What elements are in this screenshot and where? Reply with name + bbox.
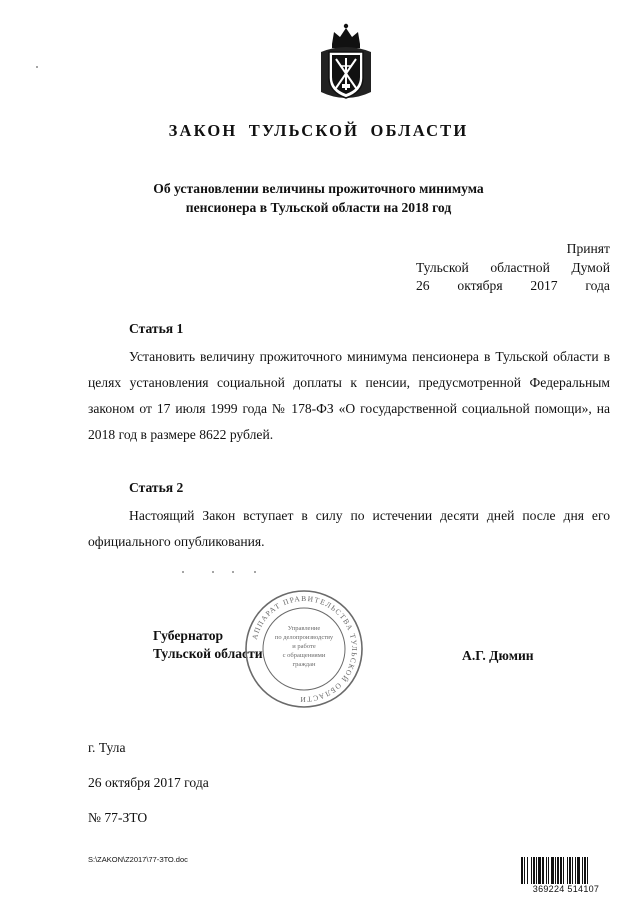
barcode-bar	[569, 857, 571, 885]
barcode-bar	[587, 857, 588, 885]
adoption-word: областной	[490, 259, 550, 275]
barcode-bar	[560, 857, 562, 885]
law-title: ЗАКОН ТУЛЬСКОЙ ОБЛАСТИ	[168, 121, 469, 140]
adoption-word: Тульской	[416, 259, 469, 275]
barcode-bar	[584, 857, 586, 885]
seal-inner-line: Управление	[287, 625, 321, 632]
seal-outer-text: АППАРАТ ПРАВИТЕЛЬСТВА ТУЛЬСКОЙ ОБЛАСТИ	[249, 593, 360, 705]
adoption-block	[416, 240, 610, 296]
barcode-bar	[538, 857, 541, 885]
scan-dot	[36, 66, 38, 68]
barcode-bar	[542, 857, 544, 885]
barcode-bar	[531, 857, 532, 885]
barcode-bar	[577, 857, 580, 885]
adoption-word: года	[585, 278, 610, 293]
barcode-bar	[546, 857, 547, 885]
signatory-title-line-1: Губернатор	[153, 628, 224, 643]
adoption-word: 2017	[530, 278, 558, 293]
barcode-bar	[536, 857, 537, 885]
scan-dot	[212, 571, 214, 573]
scan-dot	[232, 571, 234, 573]
article-1-paragraph: Установить величину прожиточного минимума пенсионера в Тульской области в целях установления социальной доплаты к пенсии, предусмотренной Федеральным законом от 17 июля 1999 года № 178-ФЗ «О государственной социальной помощи», на 2018 год в размере 8622 рублей.	[88, 349, 610, 442]
seal-inner-line: граждан	[292, 661, 316, 668]
scan-dot	[182, 571, 184, 573]
adoption-line-1: Принят	[566, 241, 610, 256]
signatory-title-line-2: Тульской области	[153, 646, 263, 661]
coat-of-arms-emblem	[315, 22, 377, 104]
barcode-bar	[557, 857, 559, 885]
barcode-bar	[563, 857, 564, 885]
signatory-name: А.Г. Дюмин	[462, 648, 534, 663]
barcode-bar	[555, 857, 556, 885]
barcode-bar	[533, 857, 535, 885]
barcode-bar	[548, 857, 549, 885]
barcode-bar	[527, 857, 528, 885]
adoption-word: 26	[416, 278, 430, 293]
adoption-line-3	[416, 277, 610, 296]
adoption-line-2	[416, 259, 610, 278]
barcode-bar	[572, 857, 573, 885]
seal-inner-line: с обращениями	[282, 652, 326, 659]
barcode-bar	[551, 857, 554, 885]
law-subject	[0, 179, 637, 217]
barcode-bar	[524, 857, 525, 885]
barcode-bar	[567, 857, 568, 885]
adoption-word: Думой	[571, 259, 610, 275]
seal-inner-line: и работе	[292, 643, 316, 650]
barcode-number: 369224 514107	[521, 884, 611, 894]
article-2-heading: Статья 2	[129, 480, 184, 495]
subject-line-1: Об установлении величины прожиточного минимума	[153, 181, 484, 196]
file-path: S:\ZAKON\Z2017\77-ЗТО.doc	[88, 855, 188, 864]
official-seal	[243, 588, 365, 710]
barcode-bar	[582, 857, 583, 885]
place: г. Тула	[88, 740, 126, 755]
seal-inner-line: по делопроизводству	[274, 634, 334, 641]
adoption-word: октября	[457, 278, 503, 293]
article-2-paragraph: Настоящий Закон вступает в силу по истечении десяти дней после дня его официального опубликования.	[88, 508, 610, 549]
law-number: № 77-ЗТО	[88, 810, 148, 825]
barcode-bar	[575, 857, 576, 885]
barcode-bar	[521, 857, 523, 885]
article-2-text	[88, 503, 610, 555]
scan-dot	[254, 571, 256, 573]
article-1-text	[88, 344, 610, 448]
article-1-heading: Статья 1	[129, 321, 184, 336]
adoption-date: 26 октября 2017 года	[88, 775, 209, 790]
subject-line-2: пенсионера в Тульской области на 2018 год	[185, 200, 452, 215]
